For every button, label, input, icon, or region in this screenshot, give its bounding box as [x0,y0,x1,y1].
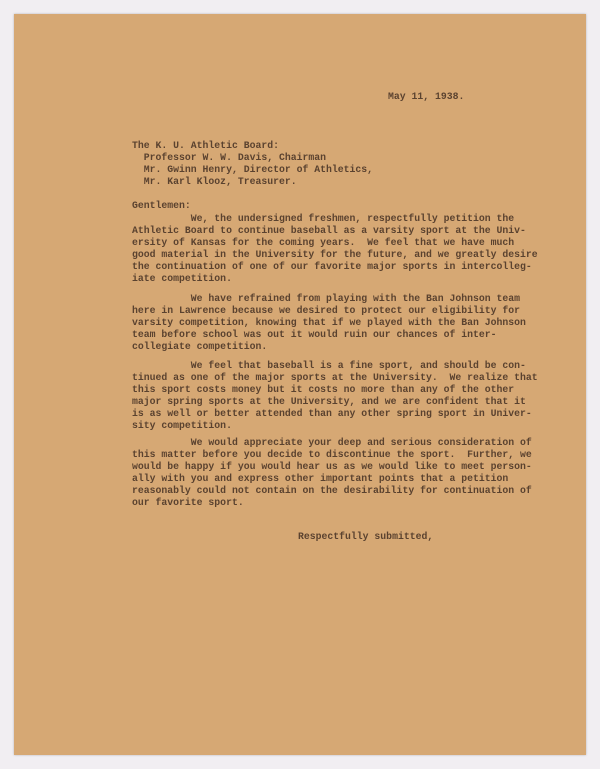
paragraph-4 [132,437,532,509]
paragraph-1 [132,213,538,285]
text-line: We would appreciate your deep and serious consideration of [132,437,532,448]
text-line: our favorite sport. [132,497,244,508]
text-line: this matter before you decide to discontinue the sport. Further, we [132,449,532,460]
text-line: varsity competition, knowing that if we played with the Ban Johnson [132,317,526,328]
paragraph-3 [132,360,538,432]
text-line: sity competition. [132,420,232,431]
salutation: Gentlemen: [132,200,191,211]
text-line: ally with you and express other important points that a petition [132,473,509,484]
paragraph-2 [132,293,526,353]
address-line: Mr. Gwinn Henry, Director of Athletics, [132,164,374,175]
text-line: would be happy if you would hear us as we would like to meet person- [132,461,532,472]
text-line: team before school was out it would ruin our chances of inter- [132,329,497,340]
text-line: We feel that baseball is a fine sport, and should be con- [132,360,526,371]
text-line: major spring sports at the University, and we are confident that it [132,396,526,407]
address-line: Mr. Karl Klooz, Treasurer. [132,176,297,187]
closing: Respectfully submitted, [298,531,434,542]
text-line: this sport costs money but it costs no more than any of the other [132,384,515,395]
text-line: good material in the University for the future, and we greatly desire [132,249,538,260]
address-line: Professor W. W. Davis, Chairman [132,152,327,163]
text-line: iate competition. [132,273,232,284]
text-line: We, the undersigned freshmen, respectfully petition the [132,213,515,224]
text-line: tinued as one of the major sports at the University. We realize that [132,372,538,383]
text-line: collegiate competition. [132,341,268,352]
letter-date: May 11, 1938. [388,91,465,102]
text-line: is as well or better attended than any other spring sport in Univer- [132,408,532,419]
text-line: Athletic Board to continue baseball as a varsity sport at the Univ- [132,225,526,236]
text-line: reasonably could not contain on the desirability for continuation of [132,485,532,496]
text-line: We have refrained from playing with the Ban Johnson team [132,293,521,304]
address-line: The K. U. Athletic Board: [132,140,279,151]
address-block [132,140,373,188]
text-line: here in Lawrence because we desired to protect our eligibility for [132,305,521,316]
text-line: the continuation of one of our favorite major sports in intercolleg- [132,261,532,272]
text-line: ersity of Kansas for the coming years. We feel that we have much [132,237,515,248]
